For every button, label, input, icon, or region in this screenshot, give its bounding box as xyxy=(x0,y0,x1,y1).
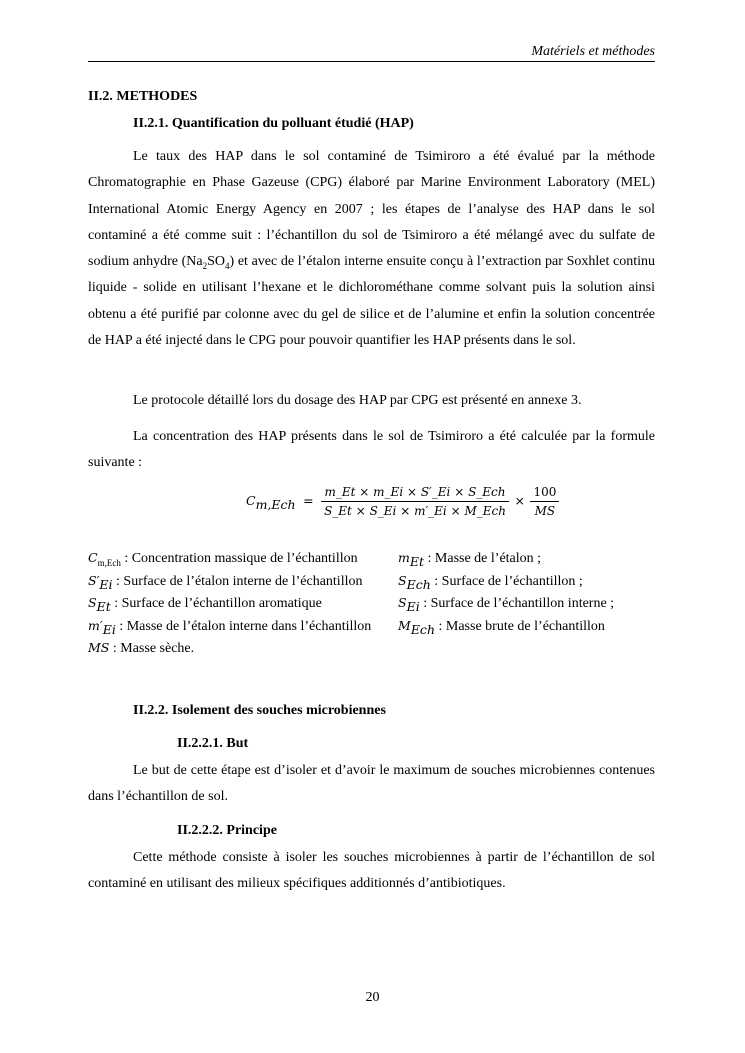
definition-row: MS : Masse sèche. xyxy=(88,640,195,656)
definition-row: $S_{Et}$ : Surface de l’échantillon aromatique $S_{Ei}$ : Surface de l’échantillon interne ; xyxy=(88,595,615,614)
page-number: 20 xyxy=(365,990,380,1005)
definition-row: $S'_{Ei}$ : Surface de l’étalon interne de l’échantillon $S_{Ech}$ : Surface de l’échantillon ; xyxy=(88,572,583,592)
formula-fraction-main: $\frac{\text{m\_Et × m\_Ei × S′\_Ei × S\_Ech}}{\text{S\_Et × S\_Ei × m′\_Ei × M\_Ech}}$ xyxy=(321,485,509,518)
paragraph-concentration: La concentration des HAP présents dans le sol de Tsimiroro a été calculée par la formule suivante : xyxy=(88,429,655,471)
paragraph-principe: Cette méthode consiste à isoler les souches microbiennes à partir de l’échantillon de sol contaminé en utilisant des milieux spécifiques additionnés d’antibiotiques. xyxy=(88,850,655,892)
header-title: Matériels et méthodes xyxy=(531,44,655,59)
paragraph-but: Le but de cette étape est d’isoler et d’avoir le maximum de souches microbiennes contenues dans l’échantillon de sol. xyxy=(88,763,655,805)
running-header xyxy=(88,44,655,62)
subsubsection-heading-but: II.2.2.1. But xyxy=(177,736,249,751)
subsubsection-heading-principe: II.2.2.2. Principe xyxy=(177,823,277,838)
definition-row: $C_{m,Ech}$ : Concentration massique de l’échantillon $m_{Et}$ : Masse de l’étalon ; xyxy=(88,550,542,569)
paragraph-protocole: Le protocole détaillé lors du dosage des HAP par CPG est présenté en annexe 3. xyxy=(133,393,582,408)
formula-fraction-100: $\frac{100}{MS}$ xyxy=(530,485,559,518)
subsection-heading-isolement: II.2.2. Isolement des souches microbiennes xyxy=(133,703,386,718)
paragraph-quantification: Le taux des HAP dans le sol contaminé de Tsimiroro a été évalué par la méthode Chromatographie en Phase Gazeuse (CPG) élaboré par Marine Environment Laboratory (MEL) International Atomic Energy Agency en 2007 ; les étapes de l’analyse des HAP dans le sol contaminé a été comme suit : l’échantillon du sol de Tsimiroro a été mélangé avec du sulfate de sodium anhydre $(Na_2SO_4)$ et avec de l’étalon interne ensuite conçu à l’extraction par Soxhlet continu liquide - solide en utilisant l’hexane et le dichlorométhane comme solvant puis la solution ainsi obtenu a été purifié par colonne avec du gel de silice et de l’alumine et enfin la solution concentrée de HAP a été injecté dans le CPG pour pouvoir quantifier les HAP présents dans le sol. xyxy=(88,149,656,349)
definition-row: $m'_{Ei}$ : Masse de l’étalon interne dans l’échantillon $M_{Ech}$ : Masse brute de l’échantillon xyxy=(88,617,605,637)
concentration-formula: $C_{m,Ech}$ = $\frac{\text{m\_Et × m\_Ei × S′\_Ei × S\_Ech}}{\text{S\_Et × S\_Ei × m′\_Ei × M\_Ech}}$ × $\frac{100}{MS}$ xyxy=(246,485,559,530)
symbol-definitions xyxy=(88,547,615,660)
subsection-heading-quantification: II.2.1. Quantification du polluant étudié (HAP) xyxy=(133,116,414,131)
section-heading: II.2. METHODES xyxy=(88,89,198,104)
